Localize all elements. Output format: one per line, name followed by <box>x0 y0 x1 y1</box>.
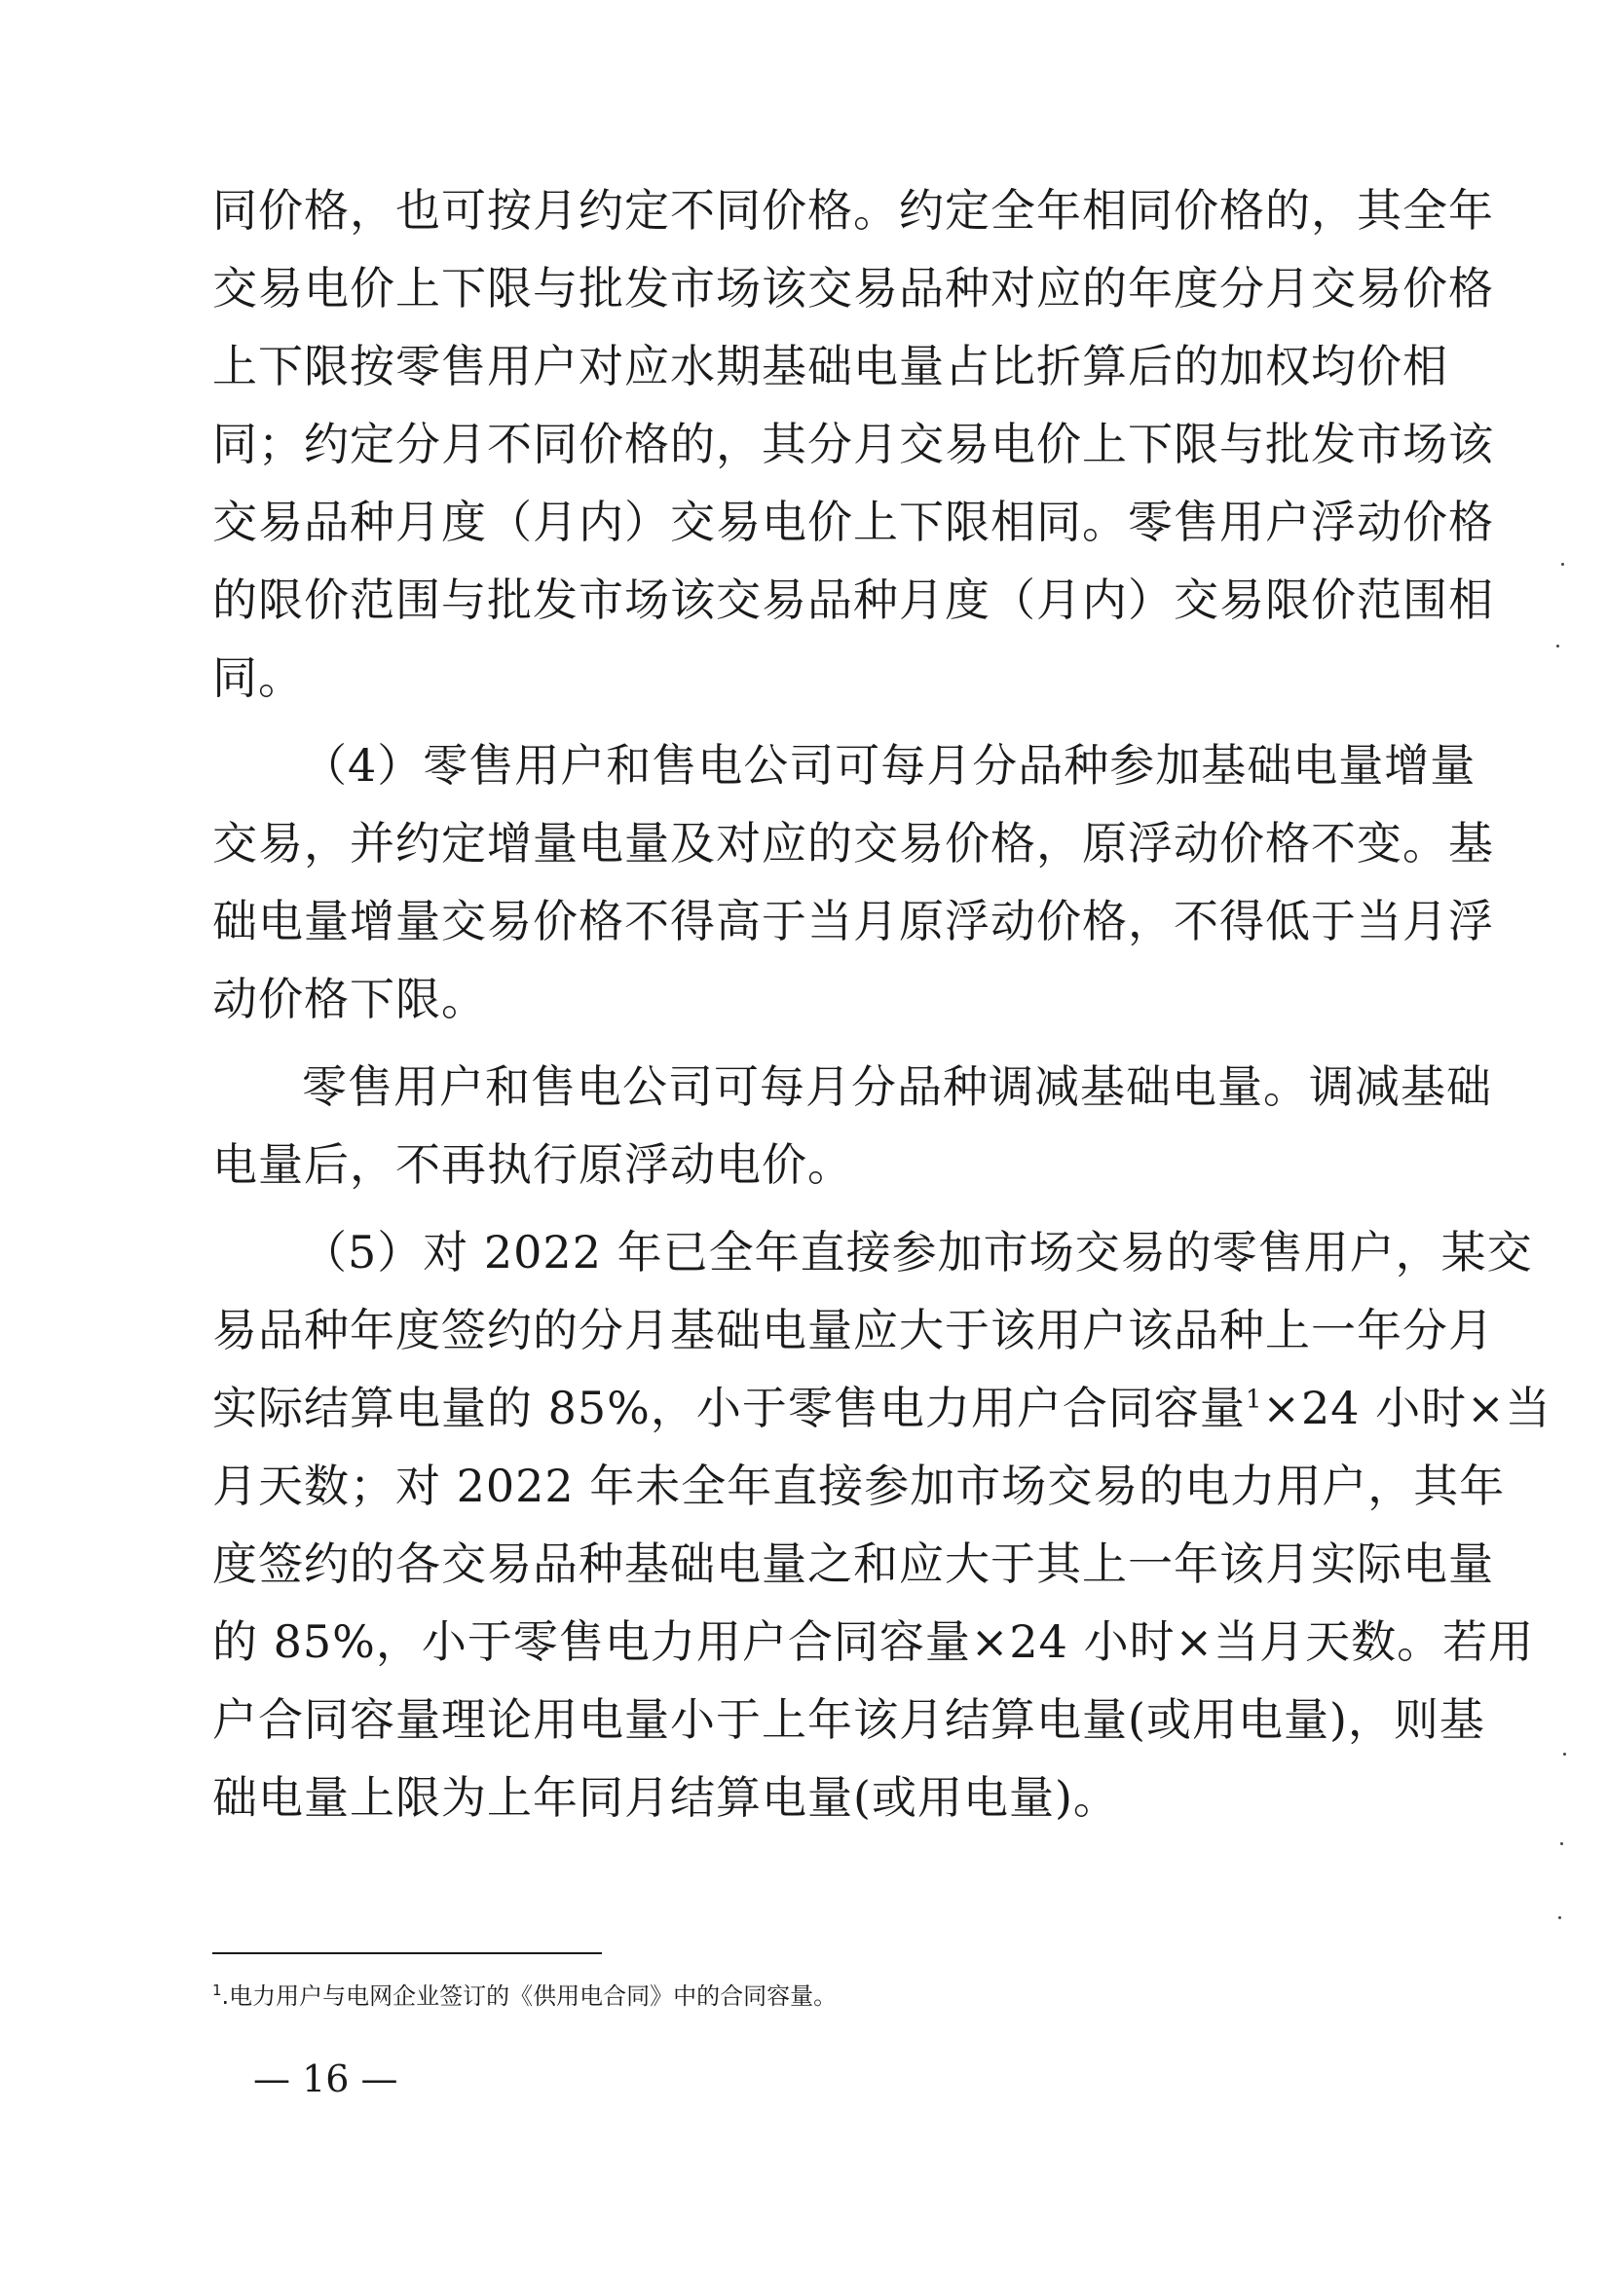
body-line: 同；约定分月不同价格的，其分月交易电价上下限与批发市场该 <box>212 418 1494 470</box>
body-line: 的限价范围与批发市场该交易品种月度（月内）交易限价范围相 <box>212 574 1494 626</box>
body-line: 电量后，不再执行原浮动电价。 <box>212 1138 853 1191</box>
body-line: 交易，并约定增量电量及对应的交易价格，原浮动价格不变。基 <box>212 817 1494 870</box>
footnote-divider <box>212 1952 602 1954</box>
body-line: 月天数；对 2022 年未全年直接参加市场交易的电力用户，其年 <box>212 1460 1506 1512</box>
body-line: 易品种年度签约的分月基础电量应大于该用户该品种上一年分月 <box>212 1304 1494 1356</box>
body-line: 的 85%，小于零售电力用户合同容量×24 小时×当月天数。若用 <box>212 1615 1535 1668</box>
scan-speck <box>1563 1753 1566 1756</box>
body-line: 础电量上限为上年同月结算电量(或用电量)。 <box>212 1771 1119 1824</box>
body-line: 同价格，也可按月约定不同价格。约定全年相同价格的，其全年 <box>212 184 1494 237</box>
body-line: 零售用户和售电公司可每月分品种调减基础电量。调减基础 <box>302 1060 1492 1113</box>
footnote-reference[interactable]: 1 <box>1245 1385 1263 1415</box>
footnote-text: .电力用户与电网企业签订的《供用电合同》中的合同容量。 <box>221 1982 838 2010</box>
body-line: 同。 <box>212 651 304 704</box>
scan-speck <box>1556 645 1559 648</box>
body-line: 础电量增量交易价格不得高于当月原浮动价格，不得低于当月浮 <box>212 895 1494 947</box>
body-line: 度签约的各交易品种基础电量之和应大于其上一年该月实际电量 <box>212 1537 1494 1590</box>
body-line: （5）对 2022 年已全年直接参加市场交易的零售用户，某交 <box>302 1226 1533 1278</box>
body-line-with-footnote-ref <box>212 1369 1551 1447</box>
body-line: 户合同容量理论用电量小于上年该月结算电量(或用电量)，则基 <box>212 1693 1485 1746</box>
scan-speck <box>1558 1916 1561 1919</box>
body-line: 交易品种月度（月内）交易电价上下限相同。零售用户浮动价格 <box>212 496 1494 548</box>
body-text-segment: 实际结算电量的 85%，小于零售电力用户合同容量 <box>212 1382 1246 1434</box>
scan-speck <box>1561 563 1564 566</box>
body-text-segment: ×24 小时×当 <box>1262 1382 1551 1434</box>
scan-speck <box>1560 1842 1563 1845</box>
body-line: （4）零售用户和售电公司可每月分品种参加基础电量增量 <box>302 739 1476 792</box>
body-line: 上下限按零售用户对应水期基础电量占比折算后的加权均价相 <box>212 340 1448 392</box>
page-number: — 16 — <box>253 2057 398 2100</box>
body-line: 交易电价上下限与批发市场该交易品种对应的年度分月交易价格 <box>212 262 1494 315</box>
footnote-mark: 1 <box>212 1981 222 1999</box>
body-line: 动价格下限。 <box>212 973 487 1025</box>
footnote <box>212 1977 837 2016</box>
